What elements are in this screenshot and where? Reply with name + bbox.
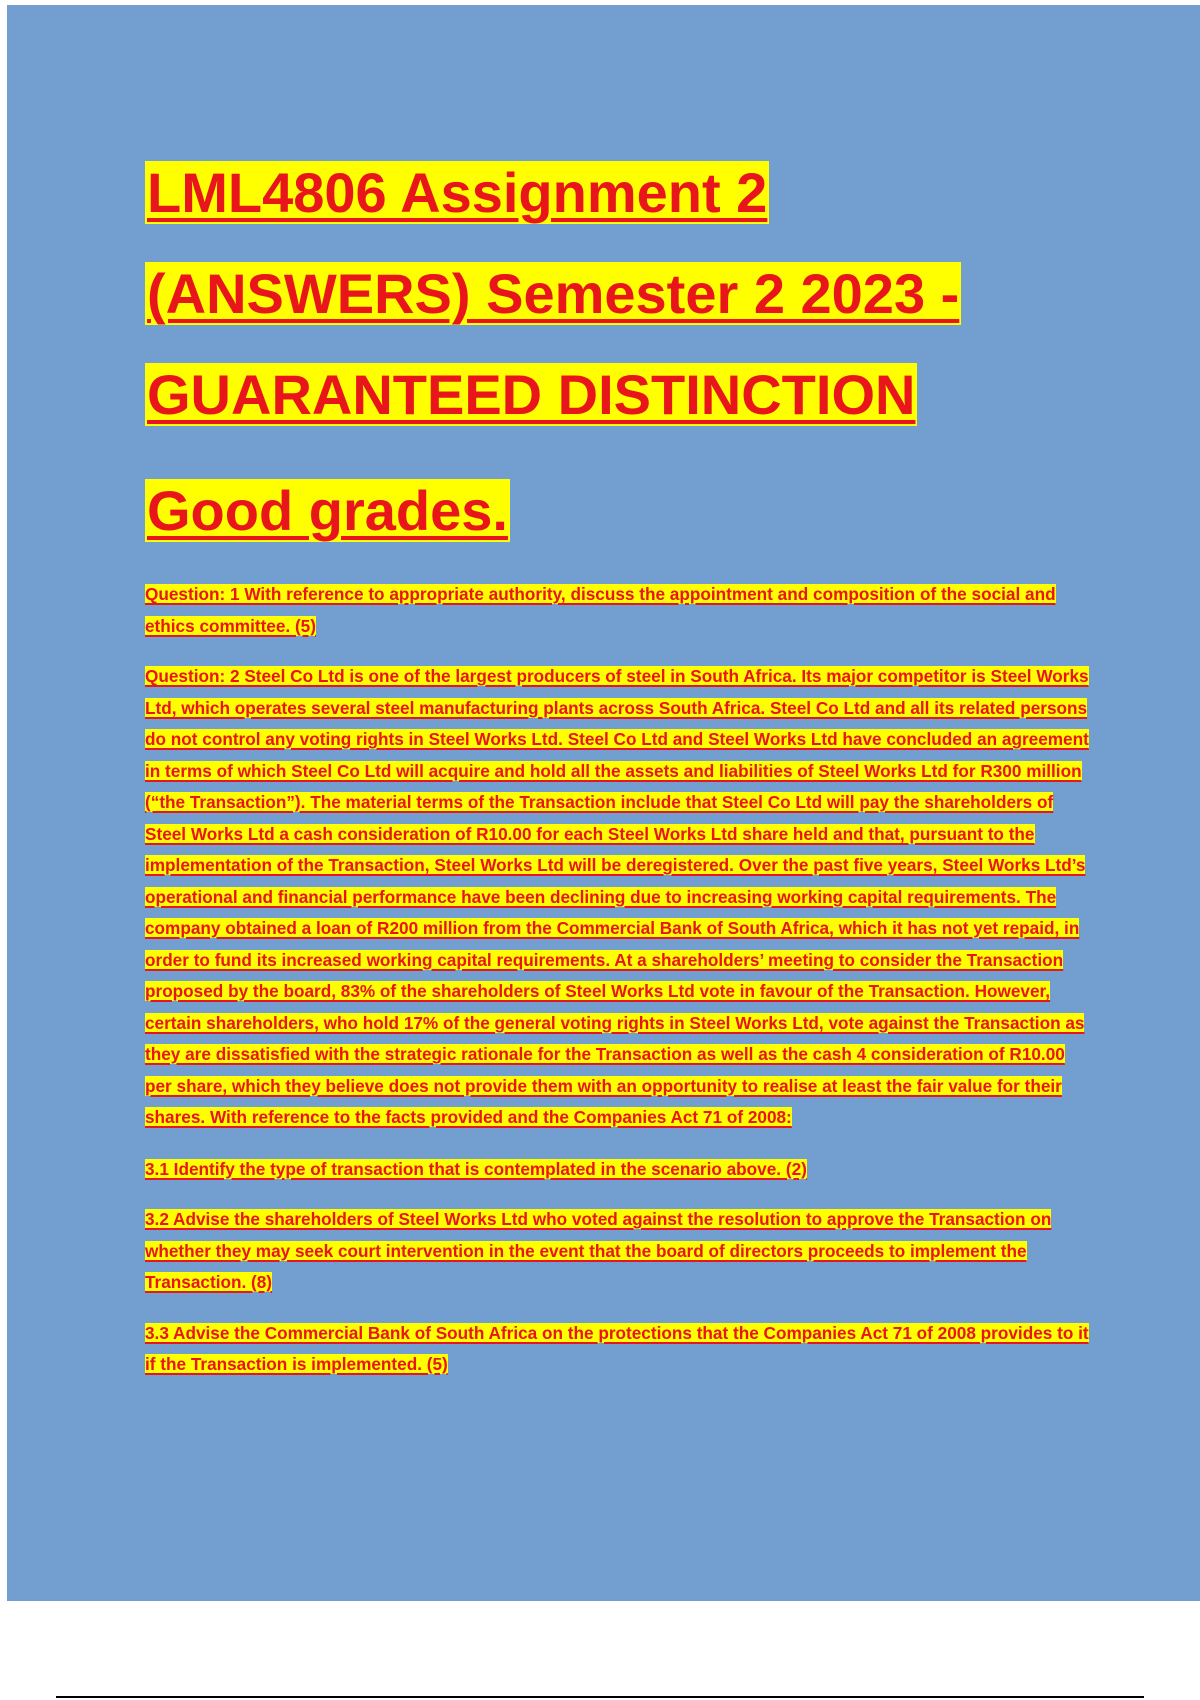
title-line-2: (ANSWERS) Semester 2 2023 - [147,262,960,325]
document-title [145,142,1090,559]
title-line-3: GUARANTEED DISTINCTION [147,363,916,426]
footer-rule [56,1696,1144,1698]
question-3-2-text: 3.2 Advise the shareholders of Steel Works Ltd who voted against the resolution to approve the Transaction on whether they may seek court intervention in the event that the board of directors proceeds to implement the Transaction. (8) [145,1209,1052,1292]
question-3-3-text: 3.3 Advise the Commercial Bank of South Africa on the protections that the Companies Act 71 of 2008 provides to it if the Transaction is implemented. (5) [145,1322,1089,1374]
document-content [145,142,1090,1381]
question-3-1 [145,1154,1090,1186]
title-line-4: Good grades. [147,479,508,542]
question-2 [145,661,1090,1134]
question-1-text: Question: 1 With reference to appropriate authority, discuss the appointment and composition of the social and ethics committee. (5) [145,584,1056,636]
question-1 [145,579,1090,642]
question-3-3 [145,1318,1090,1381]
question-2-text: Question: 2 Steel Co Ltd is one of the largest producers of steel in South Africa. Its major competitor is Steel Works Ltd, which operates several steel manufacturing plants across South Africa. Steel Co Ltd and all its related persons do not control any voting rights in Steel Works Ltd. Steel Co Ltd and Steel Works Ltd have concluded an agreement in terms of which Steel Co Ltd will acquire and hold all the assets and liabilities of Steel Works Ltd for R300 million (“the Transaction”). The material terms of the Transaction include that Steel Co Ltd will pay the shareholders of Steel Works Ltd a cash consideration of R10.00 for each Steel Works Ltd share held and that, pursuant to the implementation of the Transaction, Steel Works Ltd will be deregistered. Over the past five years, Steel Works Ltd’s operational and financial performance have been declining due to increasing working capital requirements. The company obtained a loan of R200 million from the Commercial Bank of South Africa, which it has not yet repaid, in order to fund its increased working capital requirements. At a shareholders’ meeting to consider the Transaction proposed by the board, 83% of the shareholders of Steel Works Ltd vote in favour of the Transaction. However, certain shareholders, who hold 17% of the general voting rights in Steel Works Ltd, vote against the Transaction as they are dissatisfied with the strategic rationale for the Transaction as well as the cash 4 consideration of R10.00 per share, which they believe does not provide them with an opportunity to realise at least the fair value for their shares. With reference to the facts provided and the Companies Act 71 of 2008: [145,666,1089,1127]
question-3-2 [145,1204,1090,1299]
title-line-1: LML4806 Assignment 2 [147,161,768,224]
question-3-1-text: 3.1 Identify the type of transaction that is contemplated in the scenario above. (2) [145,1158,807,1179]
